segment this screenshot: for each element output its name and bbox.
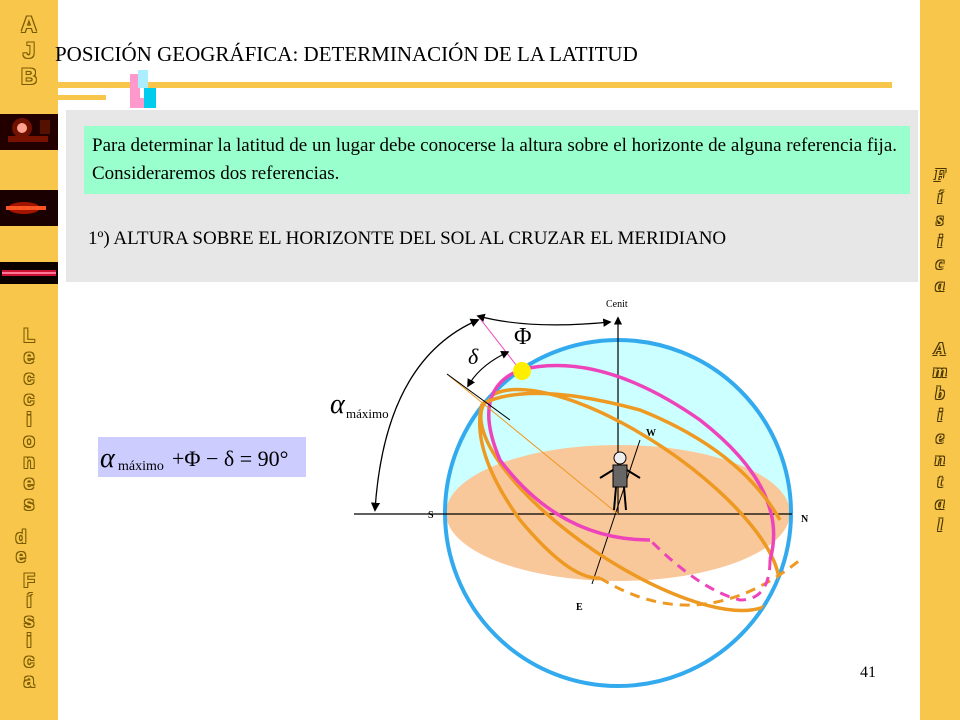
label-delta: δ: [468, 344, 479, 369]
brand-letter-j: J: [22, 38, 36, 63]
brand-letter-b: B: [21, 64, 37, 89]
brand-letter-a: A: [21, 12, 37, 37]
label-phi: Φ: [514, 324, 532, 350]
sidebar-word-de: d e: [15, 527, 27, 566]
sidebar-word-fisica: F í s i c a: [23, 571, 35, 692]
formula-alpha: α: [100, 443, 115, 474]
sun-icon: [513, 362, 531, 380]
page-title: POSICIÓN GEOGRÁFICA: DETERMINACIÓN DE LA LATITUD: [55, 42, 638, 66]
right-word-fisica: F í s i c a: [933, 165, 946, 295]
label-e: E: [576, 602, 583, 613]
phi-arc: [478, 316, 610, 325]
intro-box: Para determinar la latitud de un lugar debe conocerse la altura sobre el horizonte de alguna referencia fija. Consideraremos dos referencias.: [84, 126, 910, 194]
formula-rest: +Φ − δ = 90°: [172, 446, 289, 471]
section-heading: 1º) ALTURA SOBRE EL HORIZONTE DEL SOL AL CRUZAR EL MERIDIANO: [88, 228, 727, 249]
label-n: N: [801, 514, 809, 525]
label-w: W: [646, 428, 656, 439]
sidebar-word-lecciones: L e c c i o n e s: [23, 326, 35, 515]
right-word-ambiental: A m b i e n t a l: [932, 339, 947, 535]
label-s: S: [428, 510, 434, 521]
label-alpha-subscript: máximo: [346, 406, 389, 421]
formula-subscript: máximo: [118, 459, 164, 474]
label-alpha: α: [330, 389, 345, 420]
label-cenit: Cenit: [606, 299, 628, 310]
page-number: 41: [860, 664, 876, 681]
